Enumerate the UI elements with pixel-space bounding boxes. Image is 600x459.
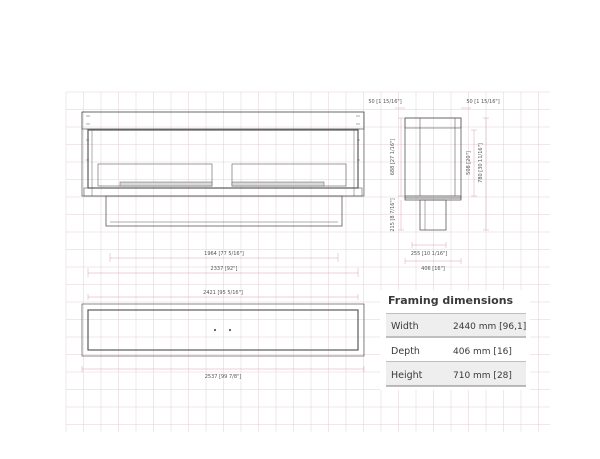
- front-bracket-marks: [86, 116, 360, 160]
- dim-2421: 2421 [95 5/16"]: [203, 290, 243, 296]
- dim-780: 780 [30 11/16"]: [478, 143, 484, 183]
- framing-dimensions-table: [380, 290, 530, 390]
- side-top-cap: [405, 118, 461, 128]
- front-burner-left: [120, 182, 212, 186]
- side-outer-frame: [405, 118, 461, 198]
- row-label-height: Height: [391, 370, 423, 381]
- table-title: Framing dimensions: [388, 294, 514, 307]
- dim-508: 508 [20"]: [466, 151, 472, 175]
- front-top-beam: [82, 112, 364, 129]
- front-bottom-sill: [84, 188, 362, 196]
- side-view: [405, 118, 461, 230]
- row-label-depth: Depth: [391, 346, 420, 357]
- dim-1964: 1964 [77 5/16"]: [204, 251, 244, 257]
- framing-mark-2: [229, 329, 230, 330]
- framing-inner-rect: [88, 310, 358, 350]
- row-value-depth: 406 mm [16]: [453, 347, 512, 357]
- front-view: [82, 112, 364, 226]
- front-lower-box: [106, 196, 342, 226]
- side-lower-box: [420, 200, 446, 230]
- dim-215: 215 [8 7/16"]: [390, 198, 396, 232]
- framing-outer-rect: [82, 304, 364, 356]
- side-dimension-lines: [395, 108, 489, 264]
- framing-dimension-lines: [82, 294, 364, 372]
- row-value-width: 2440 mm [96,1]: [453, 322, 527, 332]
- framing-mark-1: [214, 329, 215, 330]
- row-label-width: Width: [391, 321, 419, 332]
- dim-688: 688 [27 1/16"]: [390, 138, 396, 176]
- row-value-height: 710 mm [28]: [453, 371, 512, 381]
- dim-50-left: 50 [1 15/16"]: [368, 99, 402, 105]
- dim-2537: 2537 [99 7/8"]: [204, 374, 242, 380]
- front-burner-right: [232, 182, 324, 186]
- dim-2337: 2337 [92"]: [210, 266, 238, 272]
- framing-view: [82, 304, 364, 356]
- dim-255: 255 [10 1/16"]: [410, 251, 448, 257]
- dim-406: 406 [16"]: [421, 266, 445, 272]
- dim-50-right: 50 [1 15/16"]: [466, 99, 500, 105]
